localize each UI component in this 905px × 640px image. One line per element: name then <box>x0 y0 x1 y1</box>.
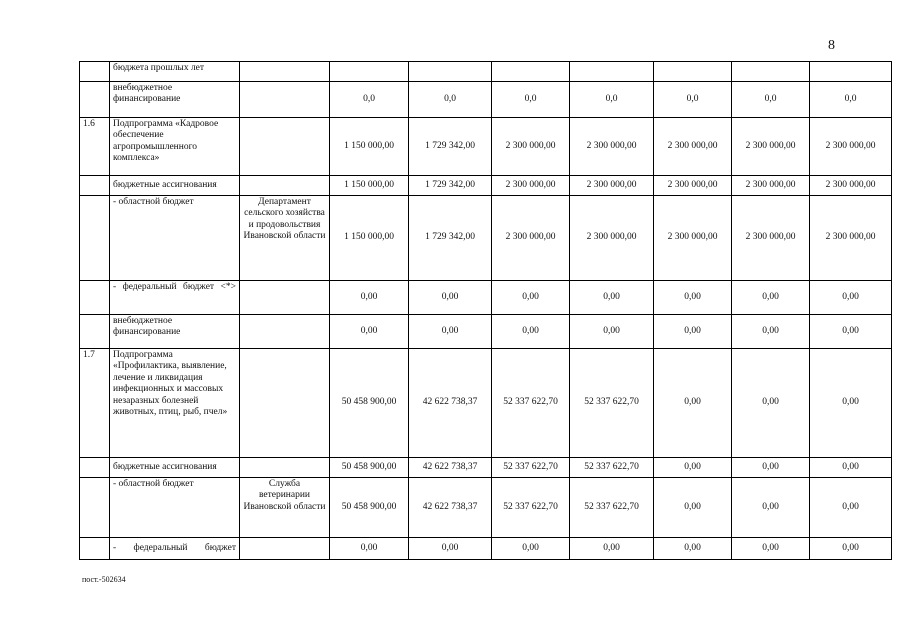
table-row <box>80 315 892 349</box>
value-cell: 0,00 <box>810 458 892 478</box>
value-cell: 2 300 000,00 <box>732 176 810 196</box>
value-cell: 0,0 <box>570 82 654 118</box>
value-cell: 0,00 <box>810 478 892 538</box>
value-cell: 2 300 000,00 <box>810 118 892 176</box>
footer-doc-code: пост.-502634 <box>82 575 126 584</box>
value-cell <box>732 62 810 82</box>
value-cell: 1 729 342,00 <box>409 176 492 196</box>
value-cell: 52 337 622,70 <box>492 478 570 538</box>
value-cell <box>810 62 892 82</box>
row-name: - областной бюджет <box>110 478 240 538</box>
value-cell: 52 337 622,70 <box>492 349 570 458</box>
value-cell: 52 337 622,70 <box>570 478 654 538</box>
row-index <box>80 458 110 478</box>
value-cell: 0,00 <box>654 349 732 458</box>
table-row <box>80 349 892 458</box>
value-cell: 0,00 <box>570 281 654 315</box>
value-cell: 0,00 <box>409 281 492 315</box>
table-row <box>80 82 892 118</box>
value-cell: 0,00 <box>570 315 654 349</box>
value-cell: 1 150 000,00 <box>330 176 409 196</box>
row-name: внебюджетное финансирование <box>110 315 240 349</box>
value-cell: 0,0 <box>409 82 492 118</box>
value-cell: 0,00 <box>732 458 810 478</box>
row-index: 1.6 <box>80 118 110 176</box>
value-cell: 0,0 <box>330 82 409 118</box>
value-cell: 1 729 342,00 <box>409 196 492 281</box>
value-cell <box>570 62 654 82</box>
value-cell: 0,00 <box>492 315 570 349</box>
value-cell: 0,00 <box>330 281 409 315</box>
table-row <box>80 478 892 538</box>
table-row <box>80 281 892 315</box>
value-cell: 0,00 <box>492 281 570 315</box>
table-row <box>80 62 892 82</box>
row-responsible <box>240 281 330 315</box>
value-cell: 0,00 <box>732 281 810 315</box>
row-name: бюджетные ассигнования <box>110 176 240 196</box>
row-responsible <box>240 315 330 349</box>
value-cell: 50 458 900,00 <box>330 478 409 538</box>
value-cell: 0,00 <box>810 281 892 315</box>
row-index <box>80 82 110 118</box>
value-cell: 0,0 <box>732 82 810 118</box>
value-cell: 0,00 <box>654 281 732 315</box>
value-cell: 42 622 738,37 <box>409 349 492 458</box>
value-cell: 0,00 <box>330 315 409 349</box>
row-index <box>80 478 110 538</box>
value-cell: 2 300 000,00 <box>654 196 732 281</box>
value-cell: 2 300 000,00 <box>492 196 570 281</box>
row-responsible <box>240 349 330 458</box>
value-cell: 0,00 <box>732 349 810 458</box>
row-index <box>80 315 110 349</box>
row-name: Подпрограмма «Профилактика, выявление, лечение и ликвидация инфекционных и массовых незаразных болезней животных, птиц, рыб, пчел» <box>110 349 240 458</box>
value-cell: 0,00 <box>654 538 732 560</box>
row-name: - федеральный бюджет <*> <box>110 281 240 315</box>
value-cell: 0,00 <box>810 349 892 458</box>
table-row <box>80 458 892 478</box>
value-cell: 52 337 622,70 <box>492 458 570 478</box>
value-cell: 1 729 342,00 <box>409 118 492 176</box>
value-cell: 1 150 000,00 <box>330 196 409 281</box>
value-cell: 0,00 <box>654 458 732 478</box>
table-row <box>80 176 892 196</box>
value-cell <box>409 62 492 82</box>
value-cell: 2 300 000,00 <box>810 196 892 281</box>
row-name: Подпрограмма «Кадровое обеспечение агропромышленного комплекса» <box>110 118 240 176</box>
value-cell: 0,0 <box>810 82 892 118</box>
value-cell: 0,0 <box>492 82 570 118</box>
row-responsible <box>240 458 330 478</box>
row-responsible <box>240 176 330 196</box>
value-cell: 2 300 000,00 <box>570 118 654 176</box>
row-index <box>80 538 110 560</box>
row-index <box>80 176 110 196</box>
value-cell: 0,00 <box>654 478 732 538</box>
value-cell: 50 458 900,00 <box>330 349 409 458</box>
value-cell: 1 150 000,00 <box>330 118 409 176</box>
value-cell: 0,00 <box>732 538 810 560</box>
row-responsible <box>240 62 330 82</box>
table-row <box>80 118 892 176</box>
row-name: бюджета прошлых лет <box>110 62 240 82</box>
value-cell <box>330 62 409 82</box>
value-cell: 0,00 <box>409 538 492 560</box>
value-cell: 42 622 738,37 <box>409 478 492 538</box>
value-cell: 2 300 000,00 <box>732 118 810 176</box>
row-responsible: Служба ветеринарии Ивановской области <box>240 478 330 538</box>
row-name: - областной бюджет <box>110 196 240 281</box>
value-cell: 0,00 <box>810 538 892 560</box>
value-cell: 2 300 000,00 <box>810 176 892 196</box>
value-cell <box>492 62 570 82</box>
value-cell: 42 622 738,37 <box>409 458 492 478</box>
row-name: - федеральный бюджет <box>110 538 240 560</box>
table-row <box>80 196 892 281</box>
value-cell: 52 337 622,70 <box>570 349 654 458</box>
value-cell: 0,0 <box>654 82 732 118</box>
row-name: бюджетные ассигнования <box>110 458 240 478</box>
row-responsible <box>240 82 330 118</box>
value-cell: 0,00 <box>732 315 810 349</box>
row-index <box>80 196 110 281</box>
value-cell: 0,00 <box>492 538 570 560</box>
value-cell <box>654 62 732 82</box>
value-cell: 52 337 622,70 <box>570 458 654 478</box>
row-index <box>80 62 110 82</box>
value-cell: 0,00 <box>810 315 892 349</box>
value-cell: 0,00 <box>330 538 409 560</box>
value-cell: 50 458 900,00 <box>330 458 409 478</box>
value-cell: 0,00 <box>570 538 654 560</box>
budget-table <box>79 61 892 560</box>
value-cell: 2 300 000,00 <box>492 176 570 196</box>
value-cell: 2 300 000,00 <box>570 196 654 281</box>
row-index: 1.7 <box>80 349 110 458</box>
row-index <box>80 281 110 315</box>
value-cell: 0,00 <box>654 315 732 349</box>
row-name: внебюджетное финансирование <box>110 82 240 118</box>
value-cell: 2 300 000,00 <box>732 196 810 281</box>
table-row <box>80 538 892 560</box>
value-cell: 2 300 000,00 <box>654 118 732 176</box>
value-cell: 0,00 <box>409 315 492 349</box>
value-cell: 2 300 000,00 <box>492 118 570 176</box>
page-number: 8 <box>828 38 835 53</box>
row-responsible <box>240 118 330 176</box>
row-responsible <box>240 538 330 560</box>
value-cell: 2 300 000,00 <box>570 176 654 196</box>
value-cell: 2 300 000,00 <box>654 176 732 196</box>
row-responsible: Департамент сельского хозяйства и продовольствия Ивановской области <box>240 196 330 281</box>
value-cell: 0,00 <box>732 478 810 538</box>
